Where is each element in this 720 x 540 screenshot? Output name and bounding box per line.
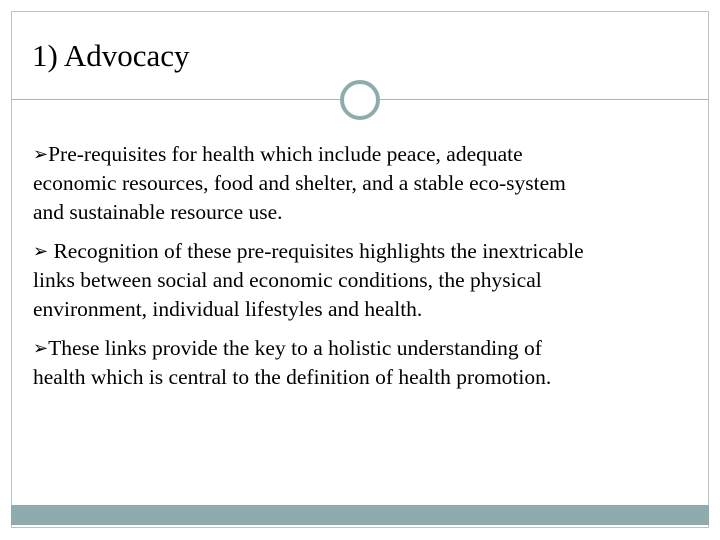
arrow-bullet-icon: ➢	[33, 338, 49, 359]
bullet-line: Recognition of these pre-requisites highlights the inextricable	[48, 239, 584, 263]
bullet-line: and sustainable resource use.	[33, 200, 283, 224]
bullet-line: Pre-requisites for health which include peace, adequate	[48, 142, 523, 166]
footer-bar	[11, 505, 709, 525]
slide-title: 1) Advocacy	[32, 38, 190, 73]
slide-body	[33, 140, 673, 402]
bullet-line: health which is central to the definition of health promotion.	[33, 365, 552, 389]
bullet-item	[33, 334, 673, 392]
title-divider-right	[380, 99, 708, 100]
bullet-item	[33, 237, 673, 324]
title-divider-left	[12, 99, 340, 100]
bullet-item	[33, 140, 673, 227]
bullet-line: These links provide the key to a holistic understanding of	[48, 336, 542, 360]
arrow-bullet-icon: ➢	[33, 241, 49, 262]
arrow-bullet-icon: ➢	[33, 144, 49, 165]
circle-ornament-icon	[340, 80, 380, 120]
bullet-line: links between social and economic conditions, the physical	[33, 268, 542, 292]
bullet-line: environment, individual lifestyles and health.	[33, 297, 423, 321]
bullet-line: economic resources, food and shelter, and a stable eco-system	[33, 171, 566, 195]
